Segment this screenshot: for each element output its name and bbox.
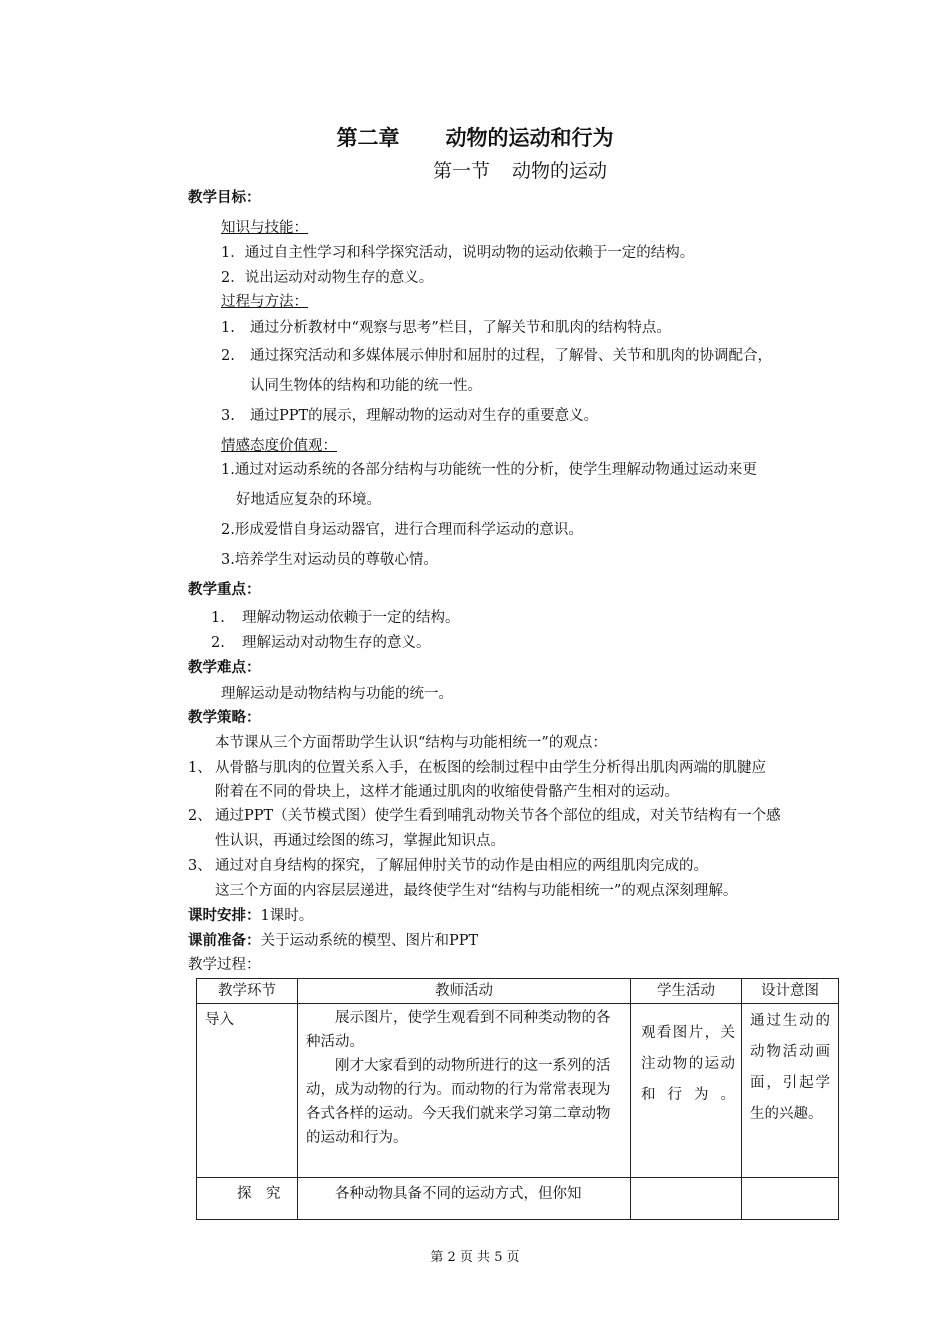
attitude-item: 1.通过对运动系统的各部分结构与功能统一性的分析，使学生理解动物通过运动来更 bbox=[221, 462, 757, 478]
strategy-item-text: 从骨骼与肌肉的位置关系入手，在板图的绘制过程中由学生分析得出肌肉两端的肌腱应 bbox=[215, 760, 766, 776]
knowledge-heading: 知识与技能： bbox=[221, 220, 308, 236]
process-heading: 过程与方法： bbox=[221, 294, 308, 310]
header-teacher: 教师活动 bbox=[298, 979, 631, 1004]
student-cell bbox=[631, 1178, 742, 1220]
table-row bbox=[197, 1178, 839, 1220]
knowledge-item: 2．说出运动对动物生存的意义。 bbox=[221, 270, 434, 286]
teacher-cell bbox=[298, 1178, 631, 1220]
key-point-text: 理解动物运动依赖于一定的结构。 bbox=[242, 610, 460, 626]
header-stage: 教学环节 bbox=[197, 979, 298, 1004]
prep-value: 关于运动系统的模型、图片和PPT bbox=[260, 933, 479, 949]
table-header-row bbox=[197, 979, 839, 1004]
chapter-number: 第二章 bbox=[336, 126, 400, 150]
header-design: 设计意图 bbox=[742, 979, 839, 1004]
strategy-summary: 这三个方面的内容层层递进，最终使学生对“结构与功能相统一”的观点深刻理解。 bbox=[215, 883, 738, 899]
chapter-name: 动物的运动和行为 bbox=[445, 126, 614, 150]
student-text: 观看图片，关注动物的运动和行为。 bbox=[641, 1025, 735, 1103]
stage-text: 导入 bbox=[205, 1012, 234, 1028]
teacher-paragraph: 刚才大家看到的动物所进行的这一系列的活动，成为动物的行为。而动物的行为常常表现为各式各样的运动。今天我们就来学习第二章动物的运动和行为。 bbox=[306, 1058, 611, 1146]
difficulty-heading: 教学难点： bbox=[188, 659, 261, 676]
prep-label: 课前准备： bbox=[188, 932, 261, 949]
process-item-text: 通过探究活动和多媒体展示伸肘和屈肘的过程，了解骨、关节和肌肉的协调配合， bbox=[250, 348, 772, 364]
page-footer: 第 2 页 共 5 页 bbox=[430, 1250, 520, 1265]
process-item-text-cont: 认同生物体的结构和功能的统一性。 bbox=[250, 378, 482, 394]
stage-text: 探 究 bbox=[237, 1186, 281, 1202]
process-item-num: 3. bbox=[221, 408, 235, 424]
process-label: 教学过程： bbox=[188, 957, 261, 973]
teacher-cell bbox=[298, 1004, 631, 1178]
schedule-value: 1课时。 bbox=[260, 908, 314, 924]
teacher-paragraph: 各种动物具备不同的运动方式，但你知 bbox=[335, 1186, 582, 1202]
strategy-item-num: 1、 bbox=[188, 760, 212, 776]
attitude-item: 3.培养学生对运动员的尊敬心情。 bbox=[221, 552, 438, 568]
process-item-text: 通过PPT的展示，理解动物的运动对生存的重要意义。 bbox=[250, 408, 599, 424]
stage-cell bbox=[197, 1004, 298, 1178]
teacher-paragraph: 展示图片，使学生观看到不同种类动物的各种活动。 bbox=[306, 1010, 611, 1050]
attitude-item: 2.形成爱惜自身运动器官，进行合理而科学运动的意识。 bbox=[221, 522, 583, 538]
schedule-label: 课时安排： bbox=[188, 907, 261, 924]
difficulty-text: 理解运动是动物结构与功能的统一。 bbox=[221, 686, 453, 702]
schedule-line bbox=[188, 906, 313, 926]
key-point-text: 理解运动对动物生存的意义。 bbox=[242, 635, 431, 651]
key-point-num: 1. bbox=[211, 610, 225, 626]
strategy-item-num: 2、 bbox=[188, 808, 212, 824]
strategy-item-text-cont: 性认识，再通过绘图的练习，掌握此知识点。 bbox=[215, 833, 505, 849]
process-item-text: 通过分析教材中“观察与思考”栏目，了解关节和肌肉的结构特点。 bbox=[250, 320, 671, 336]
design-text: 通过生动的动物活动画面，引起学生的兴趣。 bbox=[750, 1013, 830, 1122]
header-student: 学生活动 bbox=[631, 979, 742, 1004]
process-item-num: 1. bbox=[221, 320, 235, 336]
table-row bbox=[197, 1004, 839, 1178]
design-cell bbox=[742, 1004, 839, 1178]
knowledge-item: 1．通过自主性学习和科学探究活动，说明动物的运动依赖于一定的结构。 bbox=[221, 245, 695, 261]
strategy-item-text: 通过PPT（关节模式图）使学生看到哺乳动物关节各个部位的组成，对关节结构有一个感 bbox=[215, 808, 781, 824]
strategy-item-text: 通过对自身结构的探究，了解屈伸肘关节的动作是由相应的两组肌肉完成的。 bbox=[215, 858, 708, 874]
stage-cell bbox=[197, 1178, 298, 1220]
objectives-heading: 教学目标： bbox=[188, 189, 261, 206]
process-item-num: 2. bbox=[221, 348, 235, 364]
design-cell bbox=[742, 1178, 839, 1220]
key-points-heading: 教学重点： bbox=[188, 581, 261, 598]
chapter-title bbox=[0, 122, 950, 152]
prep-line bbox=[188, 931, 478, 951]
strategy-heading: 教学策略： bbox=[188, 709, 261, 726]
process-table bbox=[196, 978, 839, 1220]
attitude-item-cont: 好地适应复杂的环境。 bbox=[236, 492, 381, 508]
attitude-heading: 情感态度价值观： bbox=[221, 438, 337, 454]
strategy-item-text-cont: 附着在不同的骨块上，这样才能通过肌肉的收缩使骨骼产生相对的运动。 bbox=[215, 784, 679, 800]
section-name: 动物的运动 bbox=[512, 160, 608, 182]
section-number: 第一节 bbox=[432, 160, 490, 182]
key-point-num: 2. bbox=[211, 635, 225, 651]
strategy-item-num: 3、 bbox=[188, 858, 212, 874]
strategy-intro: 本节课从三个方面帮助学生认识“结构与功能相统一”的观点： bbox=[215, 735, 607, 751]
section-title bbox=[0, 156, 950, 183]
student-cell bbox=[631, 1004, 742, 1178]
